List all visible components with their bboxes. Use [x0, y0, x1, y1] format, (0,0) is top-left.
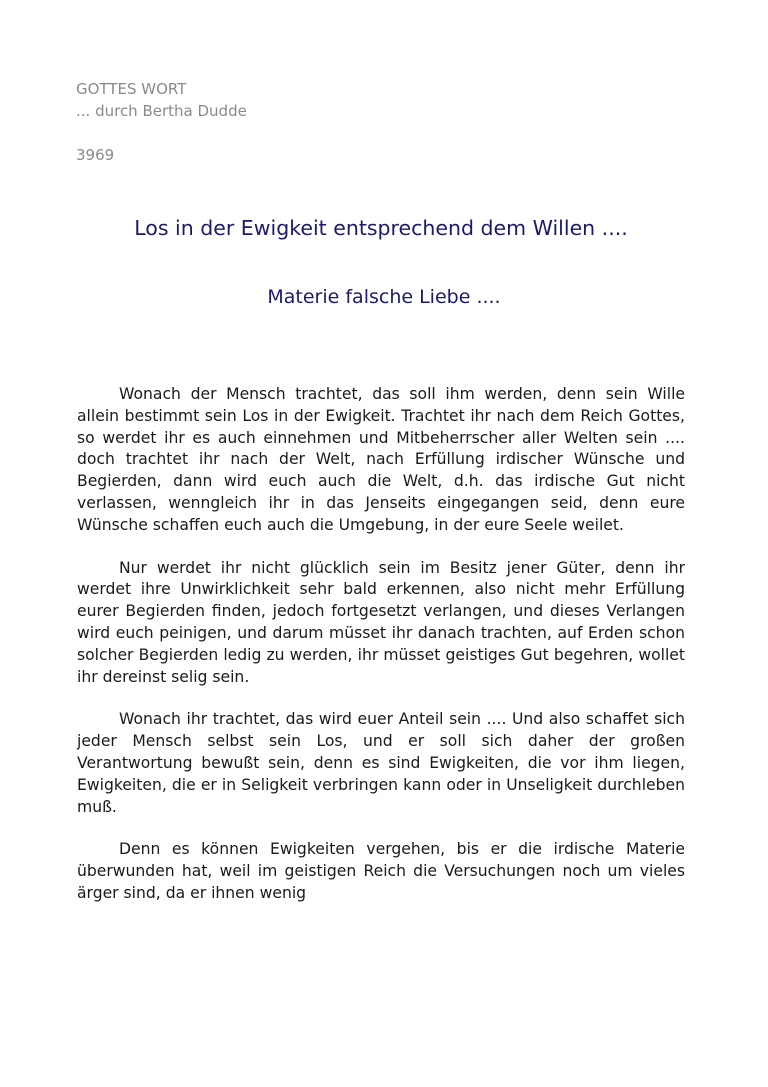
paragraph: Denn es können Ewigkeiten vergehen, bis er die irdische Materie überwunden hat, weil im geistigen Reich die Versuchungen noch um vieles ärger sind, da er ihnen wenig: [77, 840, 685, 902]
paragraph: Wonach der Mensch trachtet, das soll ihm werden, denn sein Wille allein bestimmt sein Los in der Ewigkeit. Trachtet ihr nach dem Reich Gottes, so werdet ihr es auch einnehmen und Mitbeherrscher aller Welten sein .... doch trachtet ihr nach der Welt, nach Erfüllung irdischer Wünsche und Begierden, dann wird euch auch die Welt, d.h. das irdische Gut nicht verlassen, wenngleich ihr in das Jenseits eingegangen seid, denn eure Wünsche schaffen euch auch die Umgebung, in der eure Seele weilet.: [77, 385, 685, 534]
document-header: [76, 78, 247, 166]
paragraph: Nur werdet ihr nicht glücklich sein im Besitz jener Güter, denn ihr werdet ihre Unwirklichkeit sehr bald erkennen, also nicht mehr Erfüllung eurer Begierden finden, jedoch fortgesetzt verlangen, und dieses Verlangen wird euch peinigen, und darum müsset ihr danach trachten, auf Erden schon solcher Begierden ledig zu werden, ihr müsset geistiges Gut begehren, wollet ihr dereinst selig sein.: [77, 558, 685, 686]
document-title: Los in der Ewigkeit entsprechend dem Willen ....: [134, 216, 628, 240]
author-label: ... durch Bertha Dudde: [76, 102, 247, 120]
paragraph: Wonach ihr trachtet, das wird euer Anteil sein .... Und also schaffet sich jeder Mensch selbst sein Los, und er soll sich daher der großen Verantwortung bewußt sein, denn es sind Ewigkeiten, die vor ihm liegen, Ewigkeiten, die er in Seligkeit verbringen kann oder in Unseligkeit durchleben muß.: [77, 710, 685, 816]
message-number: 3969: [76, 146, 115, 164]
document-subtitle: Materie falsche Liebe ....: [267, 286, 501, 308]
document-body: [77, 384, 685, 926]
series-label: GOTTES WORT: [76, 80, 187, 98]
